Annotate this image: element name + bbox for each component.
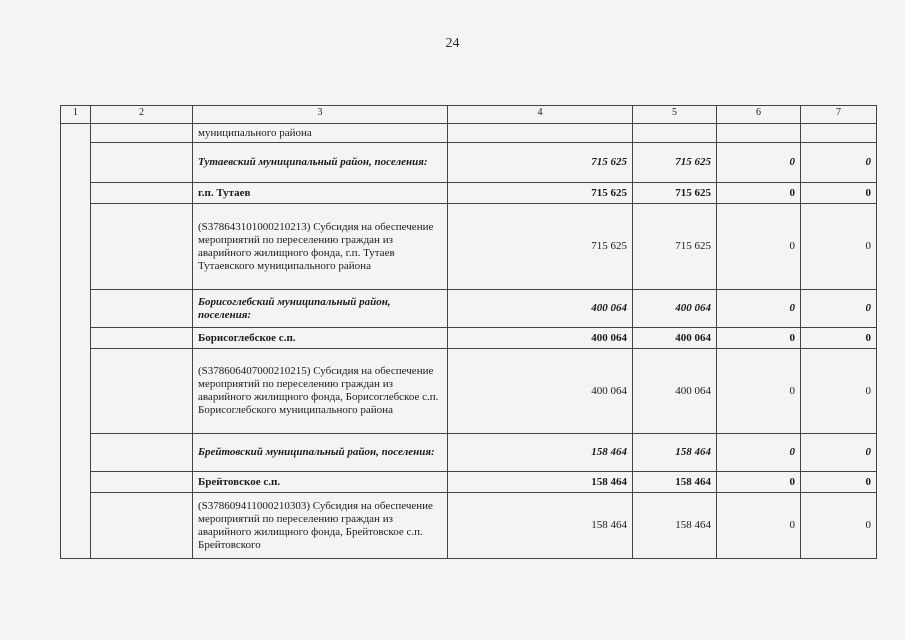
value-col-7: 0 — [801, 204, 877, 290]
row-description: (S378643101000210213) Субсидия на обеспечение мероприятий по переселению граждан из аварийного жилищного фонда, г.п. Тутаев Тутаевского муниципального района — [193, 204, 448, 290]
header-col-6: 6 — [717, 106, 801, 124]
value-col-5: 158 464 — [633, 472, 717, 493]
value-col-7: 0 — [801, 349, 877, 434]
value-col-7: 0 — [801, 472, 877, 493]
value-col-4: 400 064 — [448, 290, 633, 328]
value-col-7: 0 — [801, 290, 877, 328]
header-col-2: 2 — [91, 106, 193, 124]
header-row — [61, 106, 877, 124]
value-col-4: 158 464 — [448, 434, 633, 472]
row-description: г.п. Тутаев — [193, 183, 448, 204]
col2-cell — [91, 472, 193, 493]
value-col-7 — [801, 124, 877, 143]
value-col-5: 400 064 — [633, 349, 717, 434]
row-description: Тутаевский муниципальный район, поселения: — [193, 143, 448, 183]
budget-table — [60, 105, 877, 559]
col2-cell — [91, 328, 193, 349]
col2-cell — [91, 290, 193, 328]
table-row — [61, 328, 877, 349]
value-col-6: 0 — [717, 328, 801, 349]
row-description: (S378606407000210215) Субсидия на обеспечение мероприятий по переселению граждан из аварийного жилищного фонда, Борисоглебское с.п. Борисоглебского муниципального района — [193, 349, 448, 434]
col2-cell — [91, 143, 193, 183]
value-col-5: 400 064 — [633, 328, 717, 349]
value-col-5: 158 464 — [633, 434, 717, 472]
value-col-5: 715 625 — [633, 143, 717, 183]
table-row — [61, 183, 877, 204]
value-col-4 — [448, 124, 633, 143]
table-row — [61, 493, 877, 559]
col2-cell — [91, 124, 193, 143]
value-col-4: 715 625 — [448, 183, 633, 204]
table-row — [61, 472, 877, 493]
value-col-4: 400 064 — [448, 349, 633, 434]
header-col-5: 5 — [633, 106, 717, 124]
table-row — [61, 143, 877, 183]
page-number: 24 — [445, 36, 460, 51]
col2-cell — [91, 183, 193, 204]
header-col-1: 1 — [61, 106, 91, 124]
col2-cell — [91, 204, 193, 290]
value-col-6 — [717, 124, 801, 143]
row-description: муниципального района — [193, 124, 448, 143]
col2-cell — [91, 434, 193, 472]
value-col-7: 0 — [801, 143, 877, 183]
value-col-7: 0 — [801, 493, 877, 559]
col1-merged-cell — [61, 124, 91, 559]
value-col-4: 158 464 — [448, 493, 633, 559]
table-row — [61, 204, 877, 290]
header-col-7: 7 — [801, 106, 877, 124]
header-col-3: 3 — [193, 106, 448, 124]
value-col-6: 0 — [717, 434, 801, 472]
value-col-6: 0 — [717, 290, 801, 328]
table-row — [61, 349, 877, 434]
row-description: (S378609411000210303) Субсидия на обеспечение мероприятий по переселению граждан из аварийного жилищного фонда, Брейтовское с.п. Брейтовского — [193, 493, 448, 559]
value-col-4: 715 625 — [448, 143, 633, 183]
value-col-5: 715 625 — [633, 183, 717, 204]
value-col-6: 0 — [717, 183, 801, 204]
value-col-6: 0 — [717, 493, 801, 559]
value-col-5: 158 464 — [633, 493, 717, 559]
col2-cell — [91, 493, 193, 559]
table-row — [61, 124, 877, 143]
row-description: Брейтовский муниципальный район, поселения: — [193, 434, 448, 472]
value-col-7: 0 — [801, 183, 877, 204]
value-col-7: 0 — [801, 434, 877, 472]
col2-cell — [91, 349, 193, 434]
value-col-4: 715 625 — [448, 204, 633, 290]
value-col-4: 400 064 — [448, 328, 633, 349]
row-description: Борисоглебское с.п. — [193, 328, 448, 349]
value-col-6: 0 — [717, 349, 801, 434]
value-col-6: 0 — [717, 472, 801, 493]
value-col-4: 158 464 — [448, 472, 633, 493]
value-col-5: 400 064 — [633, 290, 717, 328]
value-col-5 — [633, 124, 717, 143]
value-col-5: 715 625 — [633, 204, 717, 290]
header-col-4: 4 — [448, 106, 633, 124]
row-description: Брейтовское с.п. — [193, 472, 448, 493]
value-col-6: 0 — [717, 204, 801, 290]
table-row — [61, 434, 877, 472]
table-row — [61, 290, 877, 328]
value-col-7: 0 — [801, 328, 877, 349]
value-col-6: 0 — [717, 143, 801, 183]
row-description: Борисоглебский муниципальный район, поселения: — [193, 290, 448, 328]
